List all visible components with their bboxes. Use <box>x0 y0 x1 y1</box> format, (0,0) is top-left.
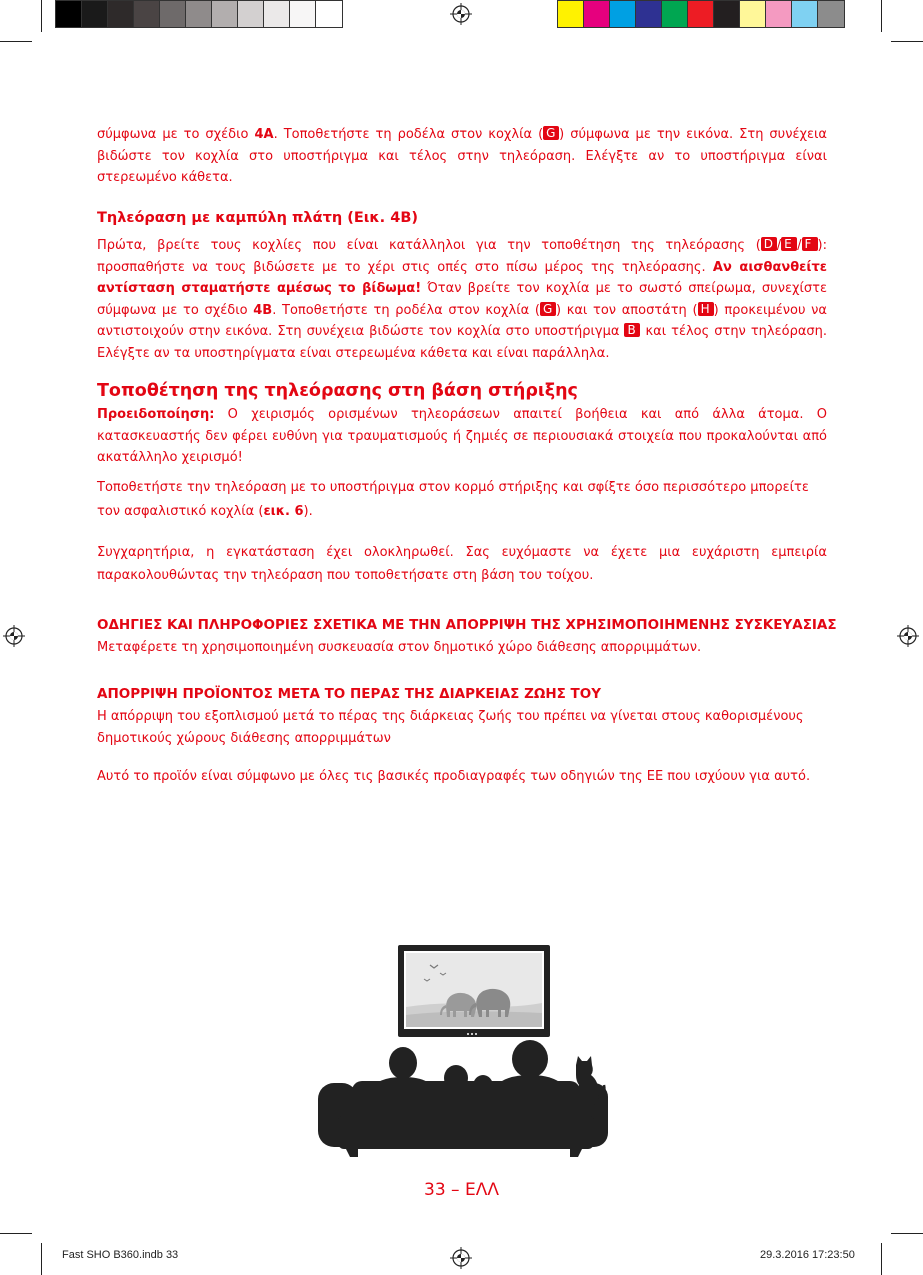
part-label-badge: F <box>802 237 818 251</box>
gray-swatch <box>108 1 134 27</box>
text-run: / <box>776 238 782 253</box>
text-run: Τοποθετήστε την τηλεόραση με το υποστήριγμα στον κορμό στήριξης και σφίξτε όσο περισσότερο μπορείτε τον ασφαλιστικό κοχλία ( <box>97 480 809 519</box>
section-heading-mounting: Τοποθέτηση της τηλεόρασης στη βάση στήριξης <box>97 381 578 401</box>
part-label-badge: G <box>543 126 559 140</box>
color-swatch <box>818 1 844 27</box>
part-label-badge: E <box>781 237 797 251</box>
packaging-paragraph: Μεταφέρετε τη χρησιμοποιημένη συσκευασία στον δημοτικό χώρο διάθεσης απορριμμάτων. <box>97 640 702 655</box>
datetime-slug: 29.3.2016 17:23:50 <box>760 1249 855 1261</box>
warning-paragraph <box>97 404 827 469</box>
sofa-icon <box>318 1081 608 1157</box>
color-swatch <box>766 1 792 27</box>
text-run: / <box>797 238 802 253</box>
grayscale-color-bar <box>55 0 343 28</box>
registration-mark-icon <box>450 1247 472 1269</box>
text-run: ): προσπαθήστε να τους βιδώσετε με το χέρι στις οπές στο πίσω μέρος της τηλεόρασης. <box>97 238 827 275</box>
text-run: . Τοποθετήστε τη ροδέλα στον κοχλία ( <box>272 302 540 318</box>
warning-text: Αν αισθανθείτε αντίσταση σταματήστε αμέσως το βίδωμα! <box>97 259 827 296</box>
text-run: ). <box>303 504 313 519</box>
section-heading-packaging: ΟΔΗΓΙΕΣ ΚΑΙ ΠΛΗΡΟΦΟΡΙΕΣ ΣΧΕΤΙΚΑ ΜΕ ΤΗΝ ΑΠΟΡΡΙΨΗ ΤΗΣ ΧΡΗΣΙΜΟΠΟΙΗΜΕΝΗΣ ΣΥΣΚΕΥΑΣΙΑΣ <box>97 617 837 633</box>
process-color-bar <box>557 0 845 28</box>
color-swatch <box>610 1 636 27</box>
color-swatch <box>584 1 610 27</box>
text-run: ) και τον αποστάτη ( <box>555 302 698 318</box>
text-run: . Τοποθετήστε τη ροδέλα στον κοχλία ( <box>273 127 544 142</box>
text-run: σύμφωνα με το σχέδιο <box>97 127 255 142</box>
figure-ref: 4Α <box>254 127 274 142</box>
part-label-badge: D <box>761 237 777 251</box>
color-swatch <box>662 1 688 27</box>
gray-swatch <box>264 1 290 27</box>
warning-label: Προειδοποίηση: <box>97 407 215 422</box>
color-swatch <box>792 1 818 27</box>
color-swatch <box>636 1 662 27</box>
gray-swatch <box>56 1 82 27</box>
disposal-paragraph: Η απόρριψη του εξοπλισμού μετά το πέρας της διάρκειας ζωής του πρέπει να γίνεται στους καθορισμένους δημοτικούς χώρους διάθεσης απορριμμάτων <box>97 709 804 746</box>
curved-tv-paragraph <box>97 235 827 364</box>
gray-swatch <box>316 1 342 27</box>
page-number: 33 – ΕΛΛ <box>424 1180 499 1200</box>
text-run: Όταν βρείτε τον κοχλία με το σωστό σπείρωμα, συνεχίστε σύμφωνα με το σχέδιο <box>97 281 827 318</box>
gray-swatch <box>160 1 186 27</box>
file-slug: Fast SHO B360.indb 33 <box>62 1249 179 1261</box>
color-swatch <box>688 1 714 27</box>
color-swatch <box>740 1 766 27</box>
gray-swatch <box>238 1 264 27</box>
gray-swatch <box>186 1 212 27</box>
gray-swatch <box>290 1 316 27</box>
part-label-badge: B <box>624 323 640 337</box>
part-label-badge: G <box>540 302 556 316</box>
registration-mark-icon <box>3 625 25 647</box>
crop-mark-top-left-h <box>0 41 32 42</box>
text-run: Πρώτα, βρείτε τους κοχλίες που είναι κατάλληλοι για την τοποθέτηση της τηλεόρασης ( <box>97 238 761 253</box>
crop-mark-bottom-right-v <box>881 1243 882 1275</box>
color-swatch <box>714 1 740 27</box>
gray-swatch <box>134 1 160 27</box>
crop-mark-top-left-v <box>41 0 42 32</box>
text-run: ) προκειμένου να αντιστοιχούν στην εικόνα. Στη συνέχεια βιδώστε τον κοχλία στο υποστήριγμα <box>97 302 827 339</box>
registration-mark-icon <box>897 625 919 647</box>
family-watching-tv-illustration <box>318 945 608 1157</box>
crop-mark-top-right-v <box>881 0 882 32</box>
registration-mark-icon <box>450 3 472 25</box>
text-run: Ο χειρισμός ορισμένων τηλεοράσεων απαιτεί βοήθεια και από άλλα άτομα. Ο κατασκευαστής δεν φέρει ευθύνη για τραυματισμούς ή ζημιές σε περιουσιακά στοιχεία που προκαλούνται από ακατάλληλο χειρισμό! <box>97 407 827 465</box>
figure-ref: 4B <box>253 302 273 318</box>
color-swatch <box>558 1 584 27</box>
conformity-paragraph: Αυτό το προϊόν είναι σύμφωνο με όλες τις βασικές προδιαγραφές των οδηγιών της ΕΕ που ισχύουν για αυτό. <box>97 769 811 784</box>
mounting-paragraph <box>97 476 827 524</box>
section-heading-disposal: ΑΠΟΡΡΙΨΗ ΠΡΟΪΟΝΤΟΣ ΜΕΤΑ ΤΟ ΠΕΡΑΣ ΤΗΣ ΔΙΑΡΚΕΙΑΣ ΖΩΗΣ ΤΟΥ <box>97 686 602 702</box>
crop-mark-bottom-left-h <box>0 1233 32 1234</box>
gray-swatch <box>212 1 238 27</box>
crop-mark-top-right-h <box>891 41 923 42</box>
crop-mark-bottom-left-v <box>41 1243 42 1275</box>
figure-ref: εικ. 6 <box>263 504 304 519</box>
intro-paragraph <box>97 124 827 189</box>
text-run: ) σύμφωνα με την εικόνα. Στη συνέχεια βιδώστε τον κοχλία στο υποστήριγμα και τέλος στην τηλεόραση. Ελέγξτε αν το υποστήριγμα είναι στερεωμένο κάθετα. <box>97 127 827 185</box>
part-label-badge: H <box>698 302 714 316</box>
section-heading-curved-tv: Τηλεόραση με καμπύλη πλάτη (Εικ. 4B) <box>97 210 418 226</box>
crop-mark-bottom-right-h <box>891 1233 923 1234</box>
text-run: και τέλος στην τηλεόραση. Ελέγξτε αν τα υποστηρίγματα είναι στερεωμένα κάθετα και είναι παράλληλα. <box>97 324 827 361</box>
gray-swatch <box>82 1 108 27</box>
congrats-paragraph: Συγχαρητήρια, η εγκατάσταση έχει ολοκληρωθεί. Σας ευχόμαστε να έχετε μια ευχάριστη εμπειρία παρακολουθώντας την τηλεόραση που τοποθετήσατε στη βάση του τοίχου. <box>97 545 827 583</box>
